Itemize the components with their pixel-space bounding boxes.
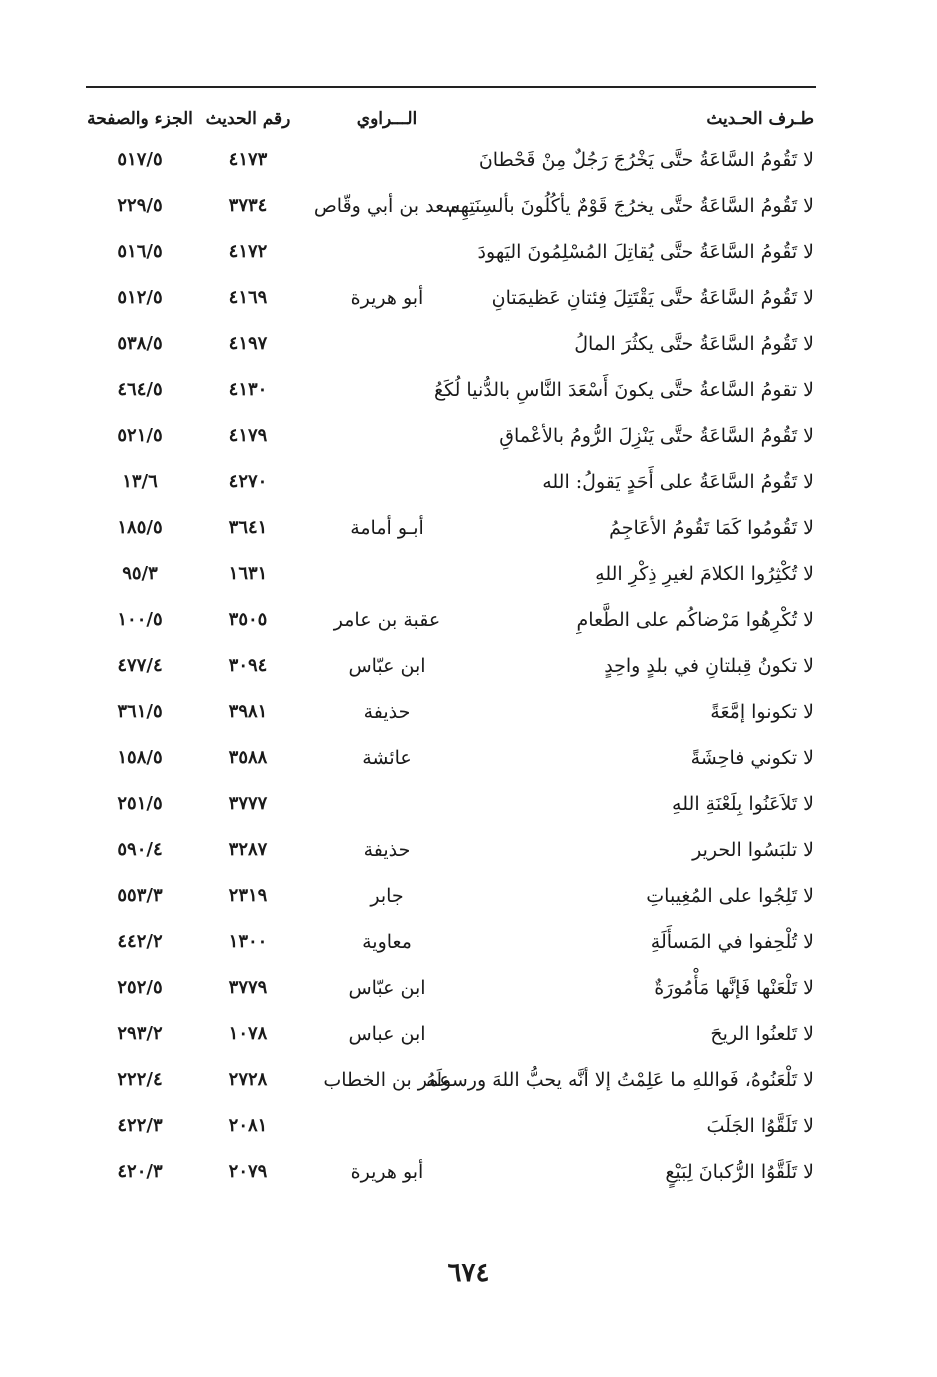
hadith-number-cell: ١٠٧٨ xyxy=(228,1023,268,1044)
table-row xyxy=(86,827,816,873)
hadith-text-cell: لا تَقُومُ السَّاعَةُ حتَّى يَخْرُجَ رَجُلٌ مِنْ قَحْطانَ xyxy=(478,149,814,171)
top-rule xyxy=(86,86,816,88)
hadith-number-cell: ٣٦٤١ xyxy=(228,517,268,538)
volume-page-cell: ٢٥١/٥ xyxy=(117,793,163,814)
hadith-text-cell: لا تَلعنُوا الريحَ xyxy=(710,1023,814,1045)
narrator-cell: حذيفة xyxy=(363,839,411,861)
hadith-number-cell: ٣٩٨١ xyxy=(228,701,268,722)
narrator-cell: ابن عبّاس xyxy=(348,977,426,999)
narrator-cell: عمر بن الخطاب xyxy=(323,1069,451,1091)
hadith-number-cell: ٣٢٨٧ xyxy=(228,839,268,860)
hadith-number-cell: ١٦٣١ xyxy=(228,563,268,584)
table-row xyxy=(86,781,816,827)
volume-page-cell: ٥٥٣/٣ xyxy=(117,885,163,906)
hadith-text-cell: لا تَقُومُ السَّاعَةُ على أَحَدٍ يَقولُ: الله xyxy=(542,471,814,493)
volume-page-cell: ٤٢٠/٣ xyxy=(117,1161,163,1182)
volume-page-cell: ٥١٦/٥ xyxy=(117,241,163,262)
hadith-number-cell: ٤١٧٢ xyxy=(228,241,268,262)
volume-page-cell: ١٨٥/٥ xyxy=(117,517,163,538)
hadith-text-cell: لا تُلْحِفوا في المَسأَلَةِ xyxy=(650,931,814,953)
hadith-number-cell: ٤١٧٣ xyxy=(228,149,268,170)
hadith-number-cell: ٣٧٧٩ xyxy=(228,977,268,998)
table-row xyxy=(86,873,816,919)
hadith-number-cell: ٤١٣٠ xyxy=(228,379,268,400)
narrator-cell xyxy=(300,1103,474,1149)
page-number: ٦٧٤ xyxy=(447,1258,490,1288)
hadith-number-cell: ٤١٩٧ xyxy=(228,333,268,354)
table-row xyxy=(86,735,816,781)
hadith-number-cell: ١٣٠٠ xyxy=(228,931,268,952)
table-row xyxy=(86,1057,816,1103)
hadith-number-cell: ٣٥٨٨ xyxy=(228,747,268,768)
hadith-number-cell: ٢٧٢٨ xyxy=(228,1069,268,1090)
narrator-cell: أبو هريرة xyxy=(350,287,424,309)
table-row xyxy=(86,551,816,597)
hadith-text-cell: لا تَلَقَّوُا الرُّكبانَ لِبَيْعٍ xyxy=(665,1161,814,1183)
table-header xyxy=(86,96,816,142)
hadith-text-cell: لا تقومُ السَّاعةُ حتَّى يكونَ أَسْعَدَ النَّاسِ بالدُّنيا لُكَعُ xyxy=(434,379,814,401)
volume-page-cell: ٥٢١/٥ xyxy=(117,425,163,446)
hadith-text-cell: لا تَقُومُ السَّاعَةُ حتَّى يَنْزِلَ الرُّومُ بالأعْماقِ xyxy=(499,425,814,447)
table-row xyxy=(86,919,816,965)
table-row xyxy=(86,459,816,505)
narrator-cell xyxy=(300,321,474,367)
narrator-cell: أبو هريرة xyxy=(350,1161,424,1183)
narrator-cell: سعد بن أبي وقّاص xyxy=(313,195,461,217)
table-row xyxy=(86,597,816,643)
volume-page-cell: ٥١٧/٥ xyxy=(117,149,163,170)
hadith-text-cell: لا تَقُومُ السَّاعَةُ حتَّى يَقْتَتِلَ فِئتانِ عَظيمَتانِ xyxy=(491,287,814,309)
hadith-number-cell: ٤١٧٩ xyxy=(228,425,268,446)
narrator-cell: ابن عبّاس xyxy=(348,655,426,677)
volume-page-cell: ٤٤٢/٢ xyxy=(117,931,163,952)
hadith-text-cell: لا تُكْثِرُوا الكلامَ لغيرِ ذِكْرِ اللهِ xyxy=(595,563,814,585)
table-row xyxy=(86,367,816,413)
table-row xyxy=(86,229,816,275)
narrator-cell xyxy=(300,551,474,597)
narrator-cell xyxy=(300,459,474,505)
hadith-text-cell: لا تَقُومُ السَّاعَةُ حتَّى يُقاتِلَ المُسْلِمُونَ اليَهودَ xyxy=(477,241,814,263)
hadith-number-cell: ٢٠٧٩ xyxy=(228,1161,268,1182)
hadith-number-cell: ٣٠٩٤ xyxy=(228,655,268,676)
hadith-number-cell: ٢٣١٩ xyxy=(228,885,268,906)
volume-page-cell: ١٠٠/٥ xyxy=(117,609,163,630)
volume-page-cell: ٢٥٢/٥ xyxy=(117,977,163,998)
volume-page-cell: ٥١٢/٥ xyxy=(117,287,163,308)
narrator-cell xyxy=(300,229,474,275)
volume-page-cell: ١٥٨/٥ xyxy=(117,747,163,768)
table-row xyxy=(86,183,816,229)
table-row xyxy=(86,505,816,551)
table-row xyxy=(86,965,816,1011)
hadith-text-cell: لا تكونُ قِبلتانِ في بلدٍ واحِدٍ xyxy=(604,655,814,677)
hadith-text-cell: لا تكونوا إمَّعَةً xyxy=(710,701,814,723)
volume-page-cell: ٢٢٢/٤ xyxy=(117,1069,163,1090)
narrator-cell xyxy=(300,413,474,459)
hadith-number-cell: ٤٢٧٠ xyxy=(228,471,268,492)
narrator-cell: عائشة xyxy=(362,747,412,769)
narrator-cell: عقبة بن عامر xyxy=(333,609,441,631)
table-row xyxy=(86,413,816,459)
volume-page-cell: ١٣/٦ xyxy=(122,471,158,492)
table-row xyxy=(86,1011,816,1057)
table-row xyxy=(86,321,816,367)
volume-page-cell: ٤٧٧/٤ xyxy=(117,655,163,676)
hadith-text-cell: لا تَقُومُوا كَمَا تَقُومُ الأعَاجِمُ xyxy=(609,517,814,539)
narrator-cell: معاوية xyxy=(362,931,412,953)
header-narrator: الـــراوي xyxy=(356,109,418,129)
volume-page-cell: ٢٢٩/٥ xyxy=(117,195,163,216)
narrator-cell: أبـو أمامة xyxy=(350,517,424,539)
table-row xyxy=(86,643,816,689)
table-row xyxy=(86,689,816,735)
table-row xyxy=(86,275,816,321)
hadith-text-cell: لا تَلْعَنْها فَإنَّها مَأْمُورَةٌ xyxy=(654,977,814,999)
volume-page-cell: ٥٩٠/٤ xyxy=(117,839,163,860)
table-row xyxy=(86,1103,816,1149)
narrator-cell: ابن عباس xyxy=(348,1023,426,1045)
hadith-text-cell: لا تلبَسُوا الحرير xyxy=(692,839,814,861)
header-volume-page: الجزء والصفحة xyxy=(87,109,193,129)
header-hadith: طـرف الحـديث xyxy=(706,109,814,129)
volume-page-cell: ٢٩٣/٢ xyxy=(117,1023,163,1044)
narrator-cell: جابر xyxy=(370,885,404,907)
hadith-text-cell: لا تَلْعَنُوهُ، فَواللهِ ما عَلِمْتُ إلا أنَّه يحبُّ اللهَ ورسولَهُ xyxy=(426,1069,814,1091)
hadith-number-cell: ٣٧٣٤ xyxy=(228,195,268,216)
hadith-number-cell: ٣٧٧٧ xyxy=(228,793,268,814)
volume-page-cell: ٣٦١/٥ xyxy=(117,701,163,722)
narrator-cell: حذيفة xyxy=(363,701,411,723)
hadith-number-cell: ٤١٦٩ xyxy=(228,287,268,308)
narrator-cell xyxy=(300,137,474,183)
hadith-number-cell: ٣٥٠٥ xyxy=(228,609,268,630)
hadith-text-cell: لا تَلِجُوا على المُغِيباتِ xyxy=(646,885,814,907)
hadith-text-cell: لا تَقُومُ السَّاعَةُ حتَّى يكثُرَ المالُ xyxy=(574,333,814,355)
hadith-text-cell: لا تكوني فاحِشَةً xyxy=(690,747,814,769)
hadith-text-cell: لا تَلَقَّوُا الجَلَبَ xyxy=(706,1115,814,1137)
volume-page-cell: ٤٢٢/٣ xyxy=(117,1115,163,1136)
volume-page-cell: ٥٣٨/٥ xyxy=(117,333,163,354)
volume-page-cell: ٤٦٤/٥ xyxy=(117,379,163,400)
header-hadith-number: رقم الحديث xyxy=(205,109,291,129)
hadith-number-cell: ٢٠٨١ xyxy=(228,1115,268,1136)
hadith-text-cell: لا تَلاَعَنُوا بِلَعْنَةِ اللهِ xyxy=(672,793,814,815)
table-row xyxy=(86,1149,816,1195)
hadith-text-cell: لا تُكْرِهُوا مَرْضاكُم على الطَّعامِ xyxy=(576,609,814,631)
table-row xyxy=(86,137,816,183)
volume-page-cell: ٩٥/٣ xyxy=(122,563,158,584)
narrator-cell xyxy=(300,781,474,827)
hadith-text-cell: لا تَقُومُ السَّاعَةُ حتَّى يخرُجَ قَوْمٌ يأكُلُونَ بألسِنَتِهِم xyxy=(447,195,814,217)
